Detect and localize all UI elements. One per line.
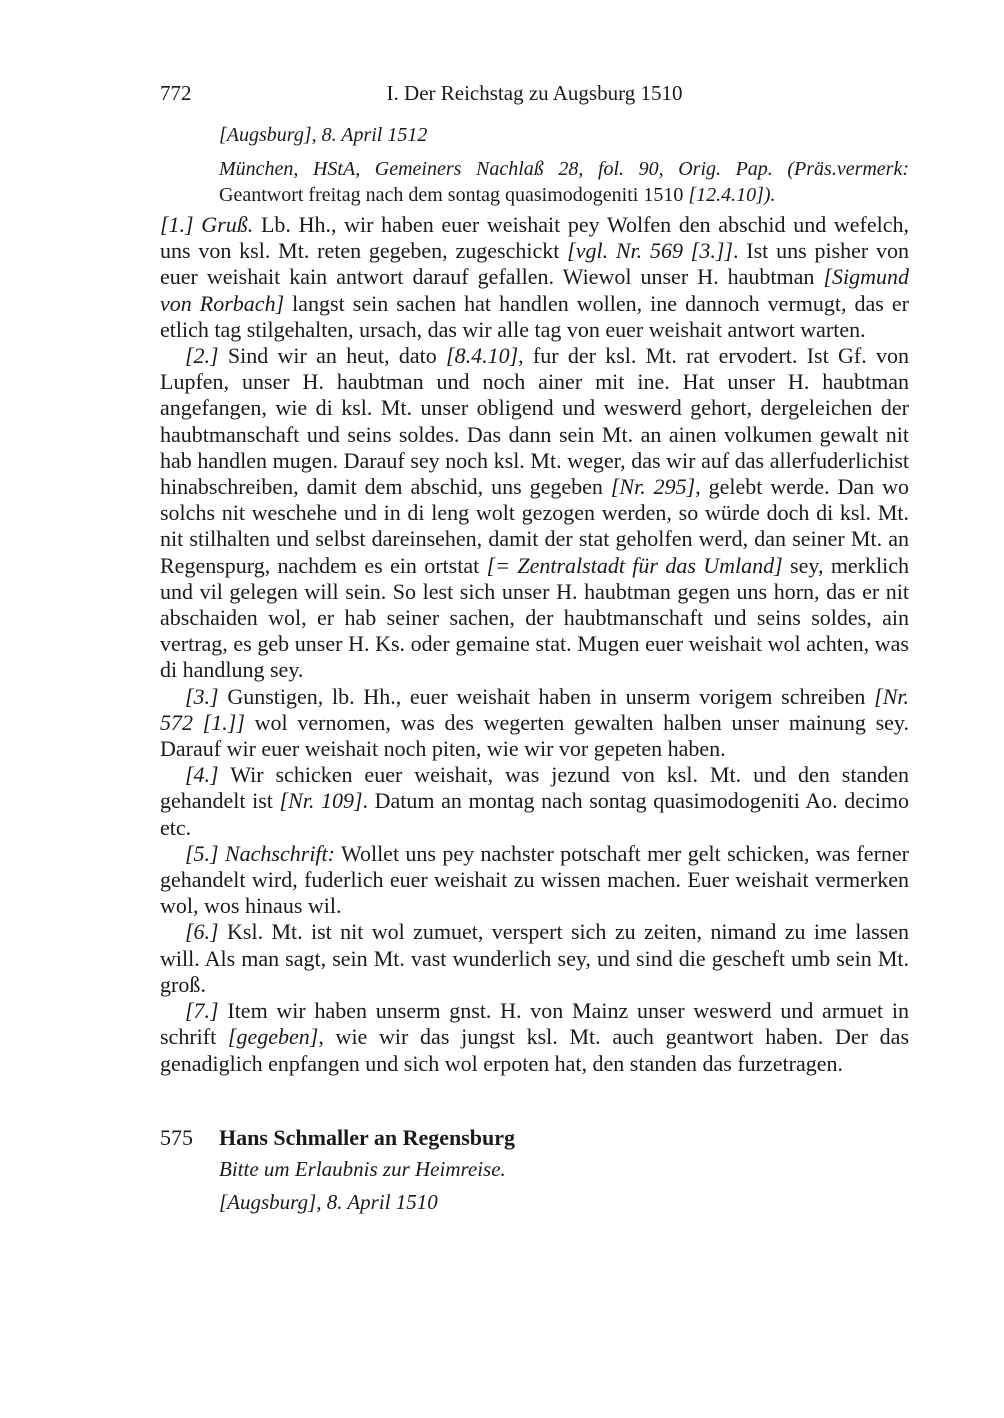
editorial-text: [3.] bbox=[185, 683, 219, 709]
editorial-text: [Sigmund von Rorbach] bbox=[160, 264, 909, 316]
running-head bbox=[160, 78, 909, 108]
paragraph-text: . Ist uns pisher von euer weishait kain antwort darauf gefallen. Wiewol unser H. haubtman bbox=[160, 238, 910, 290]
paragraph-text: . Datum an montag nach sontag quasimodogeniti Ao. decimo etc. bbox=[160, 788, 910, 840]
document-page bbox=[160, 78, 909, 1219]
editorial-text: [6.] bbox=[185, 919, 219, 945]
editorial-text: [8.4.10] bbox=[446, 343, 519, 369]
paragraph-text: , gelebt werde. Dan wo solchs nit weschehe und in di leng wolt gezogen werden, so würde doch di ksl. Mt. nit stilhalten und selbst dareinsehen, damit der stat geholfen werd, dan seiner Mt. an Regenspurg, nachdem es ein ortstat bbox=[160, 474, 909, 578]
source-reference bbox=[219, 156, 909, 208]
entry-date: [Augsburg], 8. April 1510 bbox=[219, 1189, 438, 1214]
paragraph-text: sey, merklich und vil gelegen will sein. So lest sich unser H. haubtman gegen uns horn, das er nit abschaiden wol, er hab seiner sachen, der haubtmanschaft und seins soldes, ain vertrag, es geb unser H. Ks. oder gemaine stat. Mugen euer weishait wol achten, was di handlung sey. bbox=[160, 552, 910, 683]
paragraph-text: Item wir haben unserm gnst. H. von Mainz unser weswerd und armuet in schrift bbox=[160, 998, 909, 1050]
editorial-text: [Nr. 572 [1.]] bbox=[160, 683, 909, 735]
paragraph-text: langst sein sachen hat handlen wollen, ine dannoch vermugt, das er etlich tag stilgehalten, ursach, das wir alle tag von euer weishait antwort warten. bbox=[160, 290, 909, 342]
paragraph-text: Sind wir an heut, dato bbox=[218, 343, 447, 369]
editorial-text: [Nr. 109] bbox=[279, 788, 363, 814]
editorial-text: [2.] bbox=[185, 343, 219, 369]
editorial-text: [5.] Nachschrift: bbox=[185, 840, 335, 866]
paragraph bbox=[160, 212, 909, 343]
editorial-text: [Nr. 295] bbox=[610, 474, 696, 500]
editorial-text: [vgl. Nr. 569 [3.]] bbox=[567, 238, 733, 264]
source-archive: München, HStA, Gemeiners Nachlaß 28, fol. 90, Orig. Pap. (Präs.vermerk: bbox=[219, 158, 909, 180]
paragraph-text: Wollet uns pey nachster potschaft mer gelt schicken, was ferner gehandelt wird, fuderlich euer weishait zu wissen machen. Euer weishait vermerken wol, wos hinaus wil. bbox=[160, 840, 909, 919]
paragraph bbox=[160, 684, 909, 763]
source-note: Geantwort freitag nach dem sontag quasimodogeniti 1510 bbox=[219, 184, 689, 206]
page-number: 772 bbox=[160, 81, 192, 105]
paragraph-text: Wir schicken euer weishait, was jezund von ksl. Mt. und den standen gehandelt ist bbox=[160, 762, 909, 814]
paragraph-text: , fur der ksl. Mt. rat ervodert. Ist Gf. von Lupfen, unser H. haubtman und noch ainer mit ine. Hat unser H. haubtman angefangen, wie di ksl. Mt. unser obligend und weswerd gehort, dergeleichen der haubtmanschaft und seins soldes. Das dann sein Mt. an ainen volkumen gewalt nit hab handlen mugen. Darauf sey noch ksl. Mt. weger, das wir auf das allerfuderlichist hinabschreiben, damit dem abschid, uns gegeben bbox=[160, 343, 909, 500]
paragraph bbox=[160, 919, 909, 998]
running-title: I. Der Reichstag zu Augsburg 1510 bbox=[386, 81, 683, 105]
paragraph bbox=[160, 998, 909, 1077]
editorial-text: [7.] bbox=[185, 998, 219, 1024]
entry-number: 575 bbox=[160, 1124, 193, 1150]
entry-heading bbox=[160, 1123, 909, 1153]
editorial-text: [= Zentralstadt für das Umland] bbox=[486, 552, 783, 578]
editorial-text: [gegeben] bbox=[227, 1024, 319, 1050]
document-header bbox=[219, 122, 909, 208]
document-date: [Augsburg], 8. April 1512 bbox=[219, 124, 428, 146]
editorial-text: [4.] bbox=[185, 762, 219, 788]
letter-body bbox=[160, 212, 909, 1077]
source-date: [12.4.10]). bbox=[688, 184, 776, 206]
entry-summary: Bitte um Erlaubnis zur Heimreise. bbox=[219, 1156, 506, 1181]
paragraph-text: Lb. Hh., wir haben euer weishait pey Wolfen den abschid und wefelch, uns von ksl. Mt. reten gegeben, zugeschickt bbox=[160, 212, 910, 264]
next-entry bbox=[160, 1123, 909, 1219]
entry-title: Hans Schmaller an Regensburg bbox=[219, 1124, 516, 1150]
paragraph bbox=[160, 343, 909, 684]
paragraph-text: wol vernomen, was des wegerten gewalten halben unser mainung sey. Darauf wir euer weishait noch piten, wie wir vor gepeten haben. bbox=[160, 709, 909, 762]
paragraph-text: , wie wir das jungst ksl. Mt. auch geantwort haben. Der das genadiglich enpfangen und sich wol erpoten hat, den standen das furzetragen. bbox=[160, 1024, 910, 1076]
paragraph-text: Ksl. Mt. ist nit wol zumuet, verspert sich zu zeiten, nimand zu ime lassen will. Als man sagt, sein Mt. vast wunderlich sey, und sind die gescheft umb sein Mt. groß. bbox=[160, 919, 909, 997]
editorial-text: [1.] Gruß. bbox=[160, 212, 254, 237]
paragraph-text: Gunstigen, lb. Hh., euer weishait haben in unserm vorigem schreiben bbox=[218, 683, 875, 709]
paragraph bbox=[160, 762, 909, 841]
paragraph bbox=[160, 841, 909, 920]
